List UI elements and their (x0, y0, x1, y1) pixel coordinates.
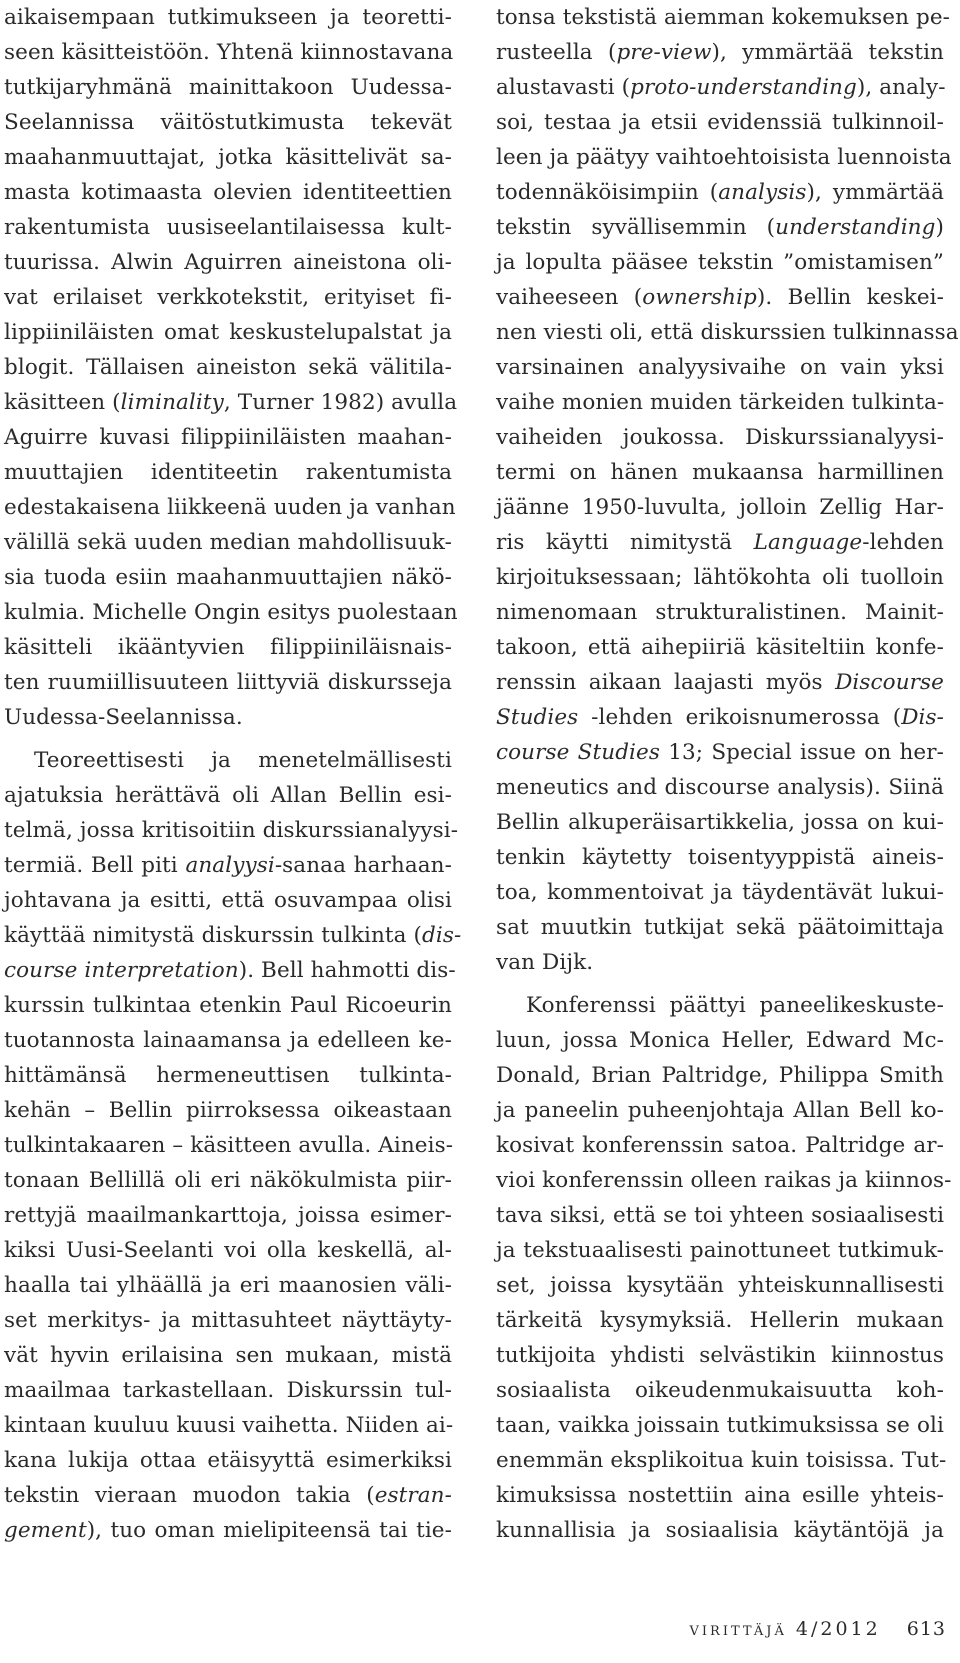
text-line: renssin aikaan laajasti myös Discourse (496, 670, 944, 695)
text-line: käsitteli ikääntyvien filippiiniläisnais- (4, 635, 452, 660)
text-line: kosivat konferenssin satoa. Paltridge ar- (496, 1133, 944, 1158)
text-line: alustavasti (proto-understanding), analy- (496, 75, 946, 100)
text-line: termi on hänen mukaansa harmillinen (496, 460, 944, 485)
text-line: Teoreettisesti ja menetelmällisesti (34, 748, 452, 773)
text-line: Seelannissa väitöstutkimusta tekevät (4, 110, 452, 135)
text-line: käsitteen (liminality, Turner 1982) avulla (4, 390, 458, 415)
text-line: kehän – Bellin piirroksessa oikeastaan (4, 1098, 452, 1123)
text-line: nimenomaan strukturalistinen. Mainit- (496, 600, 944, 625)
text-line: kurssin tulkintaa etenkin Paul Ricoeurin (4, 993, 452, 1018)
text-line: vaiheiden joukossa. Diskurssianalyysi- (496, 425, 944, 450)
text-line: course interpretation). Bell hahmotti dis- (4, 958, 456, 983)
text-line: Bellin alkuperäisartikkelia, jossa on kui- (496, 810, 944, 835)
text-line: tonaan Bellillä oli eri näkökulmista piir- (4, 1168, 452, 1193)
text-line: ja paneelin puheenjohtaja Allan Bell ko- (496, 1098, 944, 1123)
paragraph (496, 0, 959, 980)
text-line: lippiiniläisten omat keskustelupalstat ja (4, 320, 452, 345)
text-line: tuurissa. Alwin Aguirren aineistona oli- (4, 250, 452, 275)
paragraph (4, 0, 458, 735)
text-line: jäänne 1950-luvulta, jolloin Zellig Har- (496, 495, 944, 520)
text-line: termiä. Bell piti analyysi-sanaa harhaan- (4, 853, 452, 878)
text-line: ja lopulta pääsee tekstin ”omistamisen” (496, 250, 944, 275)
text-line: rettyjä maailmankarttoja, joissa esimer- (4, 1203, 452, 1228)
text-line: set merkitys- ja mittasuhteet näyttäyty- (4, 1308, 452, 1333)
text-line: rakentumista uusiseelantilaisessa kult- (4, 215, 452, 240)
text-line: edestakaisena liikkeenä uuden ja vanhan (4, 495, 456, 520)
text-line: kana lukija ottaa etäisyyttä esimerkiksi (4, 1448, 452, 1473)
page-number: 613 (906, 1618, 946, 1640)
text-line: hittämänsä hermeneuttisen tulkinta- (4, 1063, 452, 1088)
text-line: ajatuksia herättävä oli Allan Bellin esi- (4, 783, 452, 808)
text-line: toa, kommentoivat ja täydentävät lukui- (496, 880, 944, 905)
text-line: haalla tai ylhäällä ja eri maanosien väli- (4, 1273, 452, 1298)
text-line: telmä, jossa kritisoitiin diskurssianalyysi- (4, 818, 459, 843)
text-line: todennäköisimpiin (analysis), ymmärtää (496, 180, 945, 205)
text-line: varsinainen analyysivaihe on vain yksi (496, 355, 944, 380)
text-line: kirjoituksessaan; lähtökohta oli tuolloin (496, 565, 944, 590)
text-line: masta kotimaasta olevien identiteettien (4, 180, 452, 205)
text-line: kulmia. Michelle Ongin esitys puolestaan (4, 600, 458, 625)
text-line: leen ja päätyy vaihtoehtoisista luennoista (496, 145, 952, 170)
text-line: course Studies 13; Special issue on her- (496, 740, 944, 765)
text-line: tulkintakaaren – käsitteen avulla. Aineis- (4, 1133, 454, 1158)
text-line: sia tuoda esiin maahanmuuttajien näkö- (4, 565, 452, 590)
page-footer (690, 1618, 946, 1640)
text-line: tekstin syvällisemmin (understanding) (496, 215, 944, 240)
text-line: muuttajien identiteetin rakentumista (4, 460, 452, 485)
text-line: kimuksissa nostettiin aina esille yhteis- (496, 1483, 944, 1508)
text-line: Studies -lehden erikoisnumerossa (Dis- (496, 705, 944, 730)
text-line: meneutics and discourse analysis). Siinä (496, 775, 944, 800)
text-line: ris käytti nimitystä Language-lehden (496, 530, 944, 555)
left-column (4, 0, 462, 1548)
text-line: Aguirre kuvasi filippiiniläisten maahan- (4, 425, 452, 450)
text-line: johtavana ja esitti, että osuvampaa olisi (4, 888, 452, 913)
journal-issue: virittäjä 4/2012 (689, 1618, 881, 1640)
text-line: käyttää nimitystä diskurssin tulkinta (dis- (4, 923, 462, 948)
text-line: välillä sekä uuden median mahdollisuuk- (4, 530, 452, 555)
text-line: seen käsitteistöön. Yhtenä kiinnostavana (4, 40, 454, 65)
text-line: van Dijk. (496, 950, 594, 975)
text-line: kiksi Uusi-Seelanti voi olla keskellä, al- (4, 1238, 452, 1263)
right-column (496, 0, 959, 1548)
text-line: tärkeitä kysymyksiä. Hellerin mukaan (496, 1308, 944, 1333)
text-line: maailmaa tarkastellaan. Diskurssin tul- (4, 1378, 452, 1403)
text-line: tekstin vieraan muodon takia (estran- (4, 1483, 452, 1508)
text-line: luun, jossa Monica Heller, Edward Mc- (496, 1028, 944, 1053)
text-line: rusteella (pre-view), ymmärtää tekstin (496, 40, 945, 65)
text-line: tutkijoita yhdisti selvästikin kiinnostus (496, 1343, 944, 1368)
text-line: vaihe monien muiden tärkeiden tulkinta- (496, 390, 945, 415)
text-line: tutkijaryhmänä mainittakoon Uudessa- (4, 75, 452, 100)
text-line: set, joissa kysytään yhteiskunnallisesti (496, 1273, 944, 1298)
text-line: kunnallisia ja sosiaalisia käytäntöjä ja (496, 1518, 944, 1543)
text-line: tava siksi, että se toi yhteen sosiaalisesti (496, 1203, 945, 1228)
text-line: nen viesti oli, että diskurssien tulkinnassa (496, 320, 959, 345)
text-line: Uudessa-Seelannissa. (4, 705, 243, 730)
text-line: Konferenssi päättyi paneelikeskuste- (526, 993, 944, 1018)
text-line: tonsa tekstistä aiemman kokemuksen pe- (496, 5, 951, 30)
text-line: ja tekstuaalisesti painottuneet tutkimuk- (496, 1238, 944, 1263)
text-line: soi, testaa ja etsii evidenssiä tulkinnoil- (496, 110, 944, 135)
text-line: Donald, Brian Paltridge, Philippa Smith (496, 1063, 944, 1088)
text-line: gement), tuo oman mielipiteensä tai tie- (4, 1518, 452, 1543)
paragraph (496, 988, 952, 1548)
text-line: taan, vaikka joissain tutkimuksissa se oli (496, 1413, 944, 1438)
text-line: ten ruumiillisuuteen liittyviä diskursseja (4, 670, 452, 695)
text-line: vät hyvin erilaisina sen mukaan, mistä (4, 1343, 452, 1368)
paragraph (4, 743, 462, 1548)
text-line: tuotannosta lainaamansa ja edelleen ke- (4, 1028, 452, 1053)
text-line: sosiaalista oikeudenmukaisuutta koh- (496, 1378, 944, 1403)
text-line: tenkin käytetty toisentyyppistä aineis- (496, 845, 944, 870)
text-line: sat muutkin tutkijat sekä päätoimittaja (496, 915, 944, 940)
text-line: aikaisempaan tutkimukseen ja teoretti- (4, 5, 452, 30)
text-line: vat erilaiset verkkotekstit, erityiset fi- (4, 285, 452, 310)
text-line: maahanmuuttajat, jotka käsittelivät sa- (4, 145, 452, 170)
text-line: vioi konferenssin olleen raikas ja kiinnos- (496, 1168, 952, 1193)
text-line: enemmän eksplikoitua kuin toisissa. Tut- (496, 1448, 947, 1473)
text-line: blogit. Tällaisen aineiston sekä välitila- (4, 355, 452, 380)
text-line: vaiheeseen (ownership). Bellin keskei- (496, 285, 944, 310)
text-line: kintaan kuuluu kuusi vaihetta. Niiden ai- (4, 1413, 454, 1438)
text-line: takoon, että aihepiiriä käsiteltiin konfe- (496, 635, 944, 660)
